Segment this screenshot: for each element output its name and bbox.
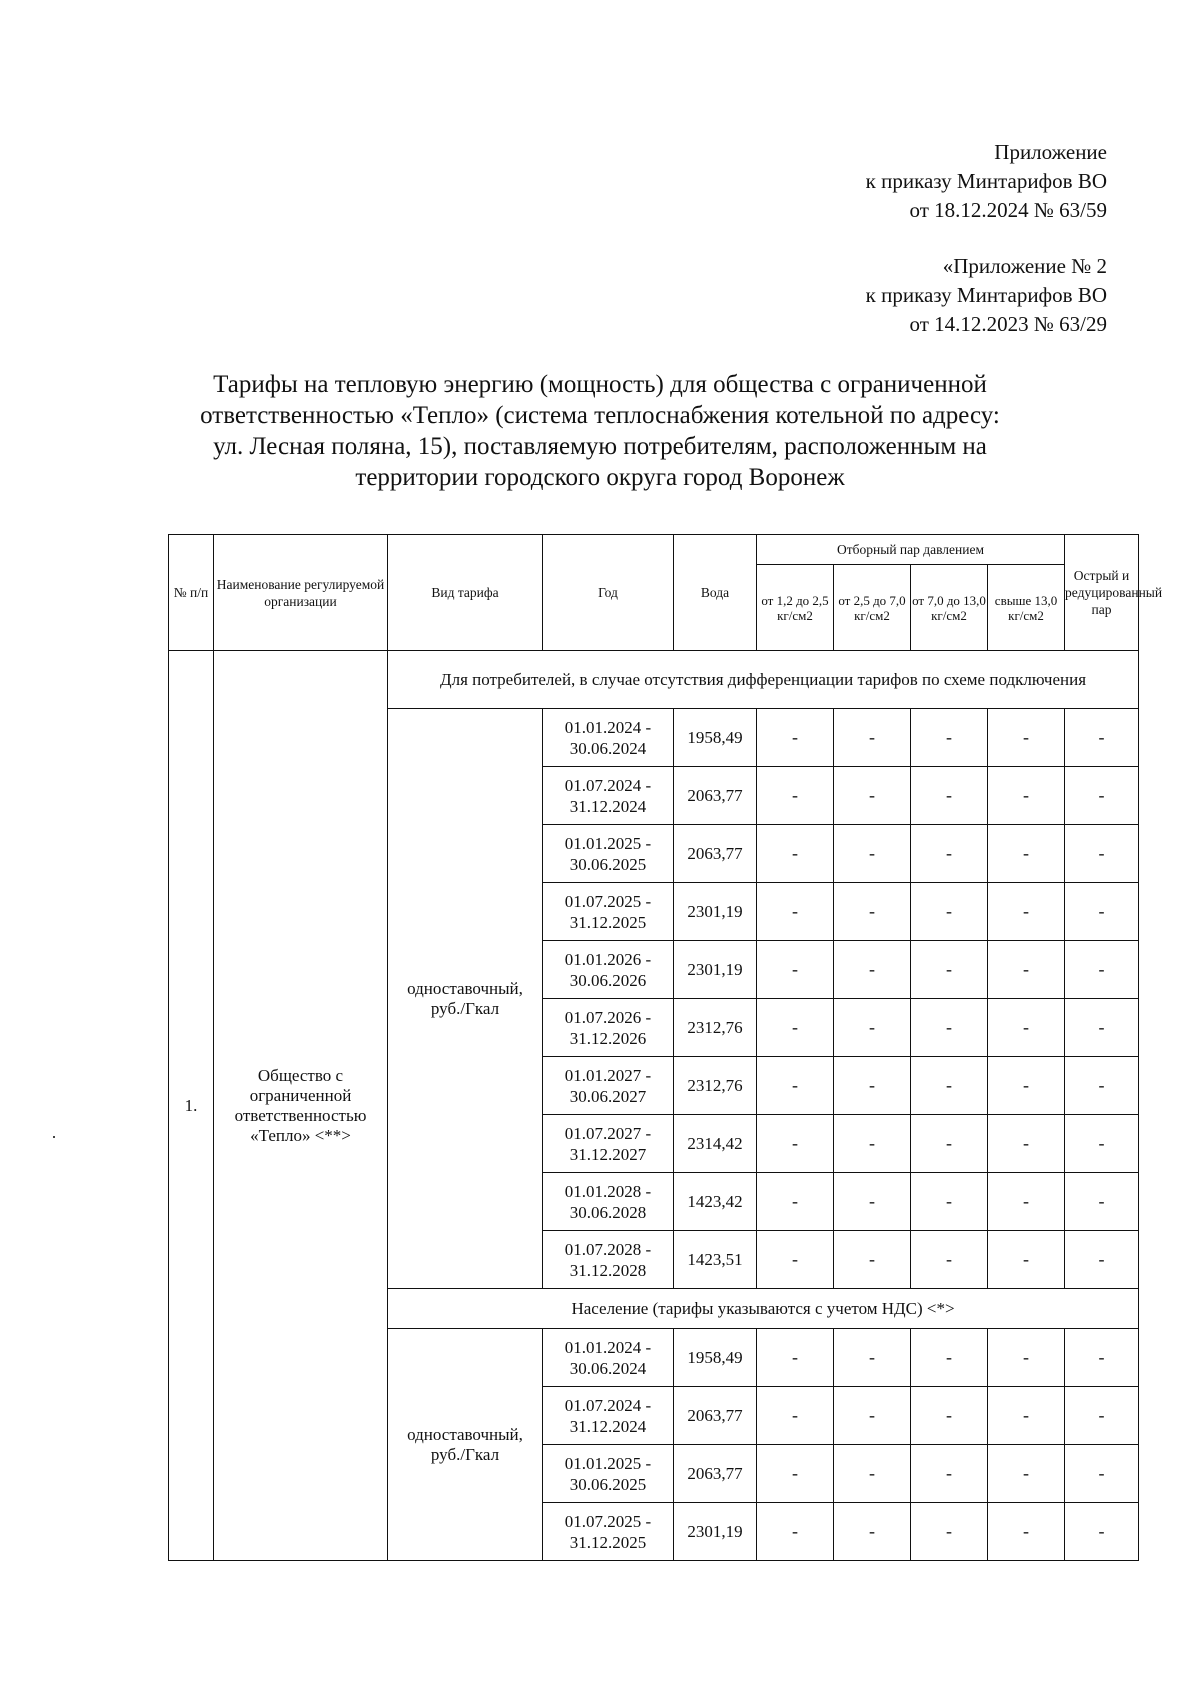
section-title: Для потребителей, в случае отсутствия дифференциации тарифов по схеме подключения <box>388 651 1139 709</box>
period-cell <box>543 1115 674 1173</box>
steam-tariff-1: - <box>757 1387 834 1445</box>
water-tariff: 1423,51 <box>674 1231 757 1289</box>
sharp-steam-tariff: - <box>1065 1503 1139 1561</box>
steam-tariff-3: - <box>911 825 988 883</box>
sharp-steam-tariff: - <box>1065 825 1139 883</box>
scan-speck <box>53 1136 55 1138</box>
period-cell <box>543 1503 674 1561</box>
period-start: 01.01.2024 - <box>564 1337 652 1357</box>
sharp-steam-tariff: - <box>1065 1115 1139 1173</box>
period-cell <box>543 825 674 883</box>
tariff-type: одноставочный, руб./Гкал <box>388 709 543 1289</box>
appendix-order-date: от 18.12.2024 № 63/59 <box>909 198 1107 222</box>
steam-tariff-3: - <box>911 1503 988 1561</box>
steam-tariff-2: - <box>834 1503 911 1561</box>
steam-tariff-2: - <box>834 1329 911 1387</box>
water-tariff: 2063,77 <box>674 825 757 883</box>
water-tariff: 1958,49 <box>674 709 757 767</box>
period-end: 30.06.2027 <box>569 1086 647 1106</box>
steam-tariff-4: - <box>988 883 1065 941</box>
steam-tariff-2: - <box>834 1057 911 1115</box>
period-end: 30.06.2024 <box>569 1358 647 1378</box>
period-cell <box>543 883 674 941</box>
steam-tariff-3: - <box>911 999 988 1057</box>
steam-tariff-3: - <box>911 1173 988 1231</box>
title-line: ул. Лесная поляна, 15), поставляемую потребителям, расположенным на <box>213 433 987 460</box>
steam-tariff-1: - <box>757 883 834 941</box>
table-body <box>169 651 1139 1561</box>
title-line: Тарифы на тепловую энергию (мощность) для общества с ограниченной <box>213 371 987 398</box>
steam-tariff-2: - <box>834 1173 911 1231</box>
steam-tariff-1: - <box>757 825 834 883</box>
steam-tariff-2: - <box>834 767 911 825</box>
steam-tariff-3: - <box>911 941 988 999</box>
steam-tariff-1: - <box>757 999 834 1057</box>
col-header-year: Год <box>543 535 674 651</box>
sharp-steam-tariff: - <box>1065 767 1139 825</box>
col-header-sharp-steam: Острый и редуцированный пар <box>1065 535 1139 651</box>
period-start: 01.01.2025 - <box>564 833 652 853</box>
appendix2-header <box>866 252 1107 339</box>
sharp-steam-tariff: - <box>1065 999 1139 1057</box>
water-tariff: 2314,42 <box>674 1115 757 1173</box>
title-line: территории городского округа город Воронеж <box>355 464 845 491</box>
period-start: 01.07.2024 - <box>564 775 652 795</box>
steam-tariff-4: - <box>988 1387 1065 1445</box>
period-start: 01.07.2025 - <box>564 1511 652 1531</box>
appendix2-label: «Приложение № 2 <box>942 254 1107 278</box>
steam-tariff-4: - <box>988 1231 1065 1289</box>
period-end: 31.12.2024 <box>569 796 647 816</box>
steam-tariff-1: - <box>757 709 834 767</box>
sharp-steam-tariff: - <box>1065 1329 1139 1387</box>
steam-tariff-2: - <box>834 1115 911 1173</box>
organization-name: Общество с ограниченной ответственностью «Тепло» <**> <box>214 651 388 1561</box>
steam-tariff-4: - <box>988 1115 1065 1173</box>
period-end: 30.06.2025 <box>569 1474 647 1494</box>
period-start: 01.01.2027 - <box>564 1065 652 1085</box>
period-start: 01.07.2024 - <box>564 1395 652 1415</box>
period-cell <box>543 1057 674 1115</box>
tariff-table <box>168 534 1163 1561</box>
steam-tariff-1: - <box>757 767 834 825</box>
steam-tariff-2: - <box>834 883 911 941</box>
steam-tariff-4: - <box>988 1503 1065 1561</box>
steam-tariff-1: - <box>757 1329 834 1387</box>
water-tariff: 2301,19 <box>674 1503 757 1561</box>
header-row <box>169 535 1139 565</box>
steam-tariff-3: - <box>911 883 988 941</box>
water-tariff: 1423,42 <box>674 1173 757 1231</box>
steam-tariff-1: - <box>757 1231 834 1289</box>
steam-tariff-3: - <box>911 709 988 767</box>
steam-tariff-3: - <box>911 1115 988 1173</box>
steam-tariff-2: - <box>834 825 911 883</box>
sharp-steam-tariff: - <box>1065 709 1139 767</box>
period-start: 01.01.2025 - <box>564 1453 652 1473</box>
period-start: 01.01.2024 - <box>564 717 652 737</box>
steam-tariff-4: - <box>988 999 1065 1057</box>
steam-tariff-4: - <box>988 709 1065 767</box>
sharp-steam-tariff: - <box>1065 1445 1139 1503</box>
period-start: 01.07.2026 - <box>564 1007 652 1027</box>
period-end: 31.12.2025 <box>569 1532 647 1552</box>
appendix-header <box>866 138 1107 225</box>
water-tariff: 2063,77 <box>674 1445 757 1503</box>
water-tariff: 2063,77 <box>674 1387 757 1445</box>
water-tariff: 2063,77 <box>674 767 757 825</box>
period-end: 30.06.2026 <box>569 970 647 990</box>
period-start: 01.07.2027 - <box>564 1123 652 1143</box>
period-cell <box>543 709 674 767</box>
steam-tariff-2: - <box>834 941 911 999</box>
sharp-steam-tariff: - <box>1065 1231 1139 1289</box>
steam-tariff-2: - <box>834 1387 911 1445</box>
col-header-steam-4: свыше 13,0 кг/см2 <box>988 565 1065 651</box>
steam-tariff-4: - <box>988 1173 1065 1231</box>
steam-tariff-2: - <box>834 709 911 767</box>
sharp-steam-tariff: - <box>1065 1173 1139 1231</box>
period-end: 31.12.2026 <box>569 1028 647 1048</box>
period-cell <box>543 1231 674 1289</box>
period-cell <box>543 1173 674 1231</box>
steam-tariff-3: - <box>911 1057 988 1115</box>
period-end: 30.06.2025 <box>569 854 647 874</box>
col-header-num: № п/п <box>169 535 214 651</box>
col-header-org: Наименование регулируемой организации <box>214 535 388 651</box>
period-start: 01.07.2028 - <box>564 1239 652 1259</box>
steam-tariff-2: - <box>834 1445 911 1503</box>
steam-tariff-4: - <box>988 1057 1065 1115</box>
period-cell <box>543 999 674 1057</box>
col-header-water: Вода <box>674 535 757 651</box>
sharp-steam-tariff: - <box>1065 883 1139 941</box>
period-end: 30.06.2024 <box>569 738 647 758</box>
section-title: Население (тарифы указываются с учетом НДС) <*> <box>388 1289 1139 1329</box>
steam-tariff-2: - <box>834 999 911 1057</box>
period-start: 01.01.2026 - <box>564 949 652 969</box>
col-header-steam-3: от 7,0 до 13,0 кг/см2 <box>911 565 988 651</box>
water-tariff: 2312,76 <box>674 1057 757 1115</box>
period-end: 31.12.2024 <box>569 1416 647 1436</box>
steam-tariff-1: - <box>757 1503 834 1561</box>
row-number: 1. <box>169 651 214 1561</box>
steam-tariff-1: - <box>757 1445 834 1503</box>
steam-tariff-3: - <box>911 1329 988 1387</box>
steam-tariff-4: - <box>988 767 1065 825</box>
document-title <box>150 369 1050 493</box>
period-cell <box>543 1387 674 1445</box>
period-end: 31.12.2025 <box>569 912 647 932</box>
sharp-steam-tariff: - <box>1065 1387 1139 1445</box>
col-header-tariff-type: Вид тарифа <box>388 535 543 651</box>
period-cell <box>543 767 674 825</box>
period-start: 01.07.2025 - <box>564 891 652 911</box>
steam-tariff-1: - <box>757 1115 834 1173</box>
appendix2-order-ref: к приказу Минтарифов ВО <box>865 283 1107 307</box>
period-cell <box>543 1329 674 1387</box>
steam-tariff-2: - <box>834 1231 911 1289</box>
col-header-steam-2: от 2,5 до 7,0 кг/см2 <box>834 565 911 651</box>
steam-tariff-1: - <box>757 1057 834 1115</box>
steam-tariff-3: - <box>911 1231 988 1289</box>
period-start: 01.01.2028 - <box>564 1181 652 1201</box>
steam-tariff-4: - <box>988 1445 1065 1503</box>
period-end: 31.12.2027 <box>569 1144 647 1164</box>
water-tariff: 2301,19 <box>674 941 757 999</box>
water-tariff: 2301,19 <box>674 883 757 941</box>
steam-tariff-1: - <box>757 1173 834 1231</box>
col-header-steam-group: Отборный пар давлением <box>757 535 1065 565</box>
col-header-steam-1: от 1,2 до 2,5 кг/см2 <box>757 565 834 651</box>
period-end: 30.06.2028 <box>569 1202 647 1222</box>
steam-tariff-4: - <box>988 1329 1065 1387</box>
appendix2-order-date: от 14.12.2023 № 63/29 <box>909 312 1107 336</box>
tariff-type: одноставочный, руб./Гкал <box>388 1329 543 1561</box>
period-end: 31.12.2028 <box>569 1260 647 1280</box>
water-tariff: 1958,49 <box>674 1329 757 1387</box>
appendix-order-ref: к приказу Минтарифов ВО <box>865 169 1107 193</box>
steam-tariff-3: - <box>911 1445 988 1503</box>
appendix-label: Приложение <box>994 140 1107 164</box>
title-line: ответственностью «Тепло» (система теплоснабжения котельной по адресу: <box>200 402 1000 429</box>
steam-tariff-3: - <box>911 1387 988 1445</box>
steam-tariff-4: - <box>988 825 1065 883</box>
steam-tariff-3: - <box>911 767 988 825</box>
steam-tariff-4: - <box>988 941 1065 999</box>
steam-tariff-1: - <box>757 941 834 999</box>
period-cell <box>543 1445 674 1503</box>
section-row <box>169 651 1139 709</box>
period-cell <box>543 941 674 999</box>
sharp-steam-tariff: - <box>1065 941 1139 999</box>
water-tariff: 2312,76 <box>674 999 757 1057</box>
sharp-steam-tariff: - <box>1065 1057 1139 1115</box>
